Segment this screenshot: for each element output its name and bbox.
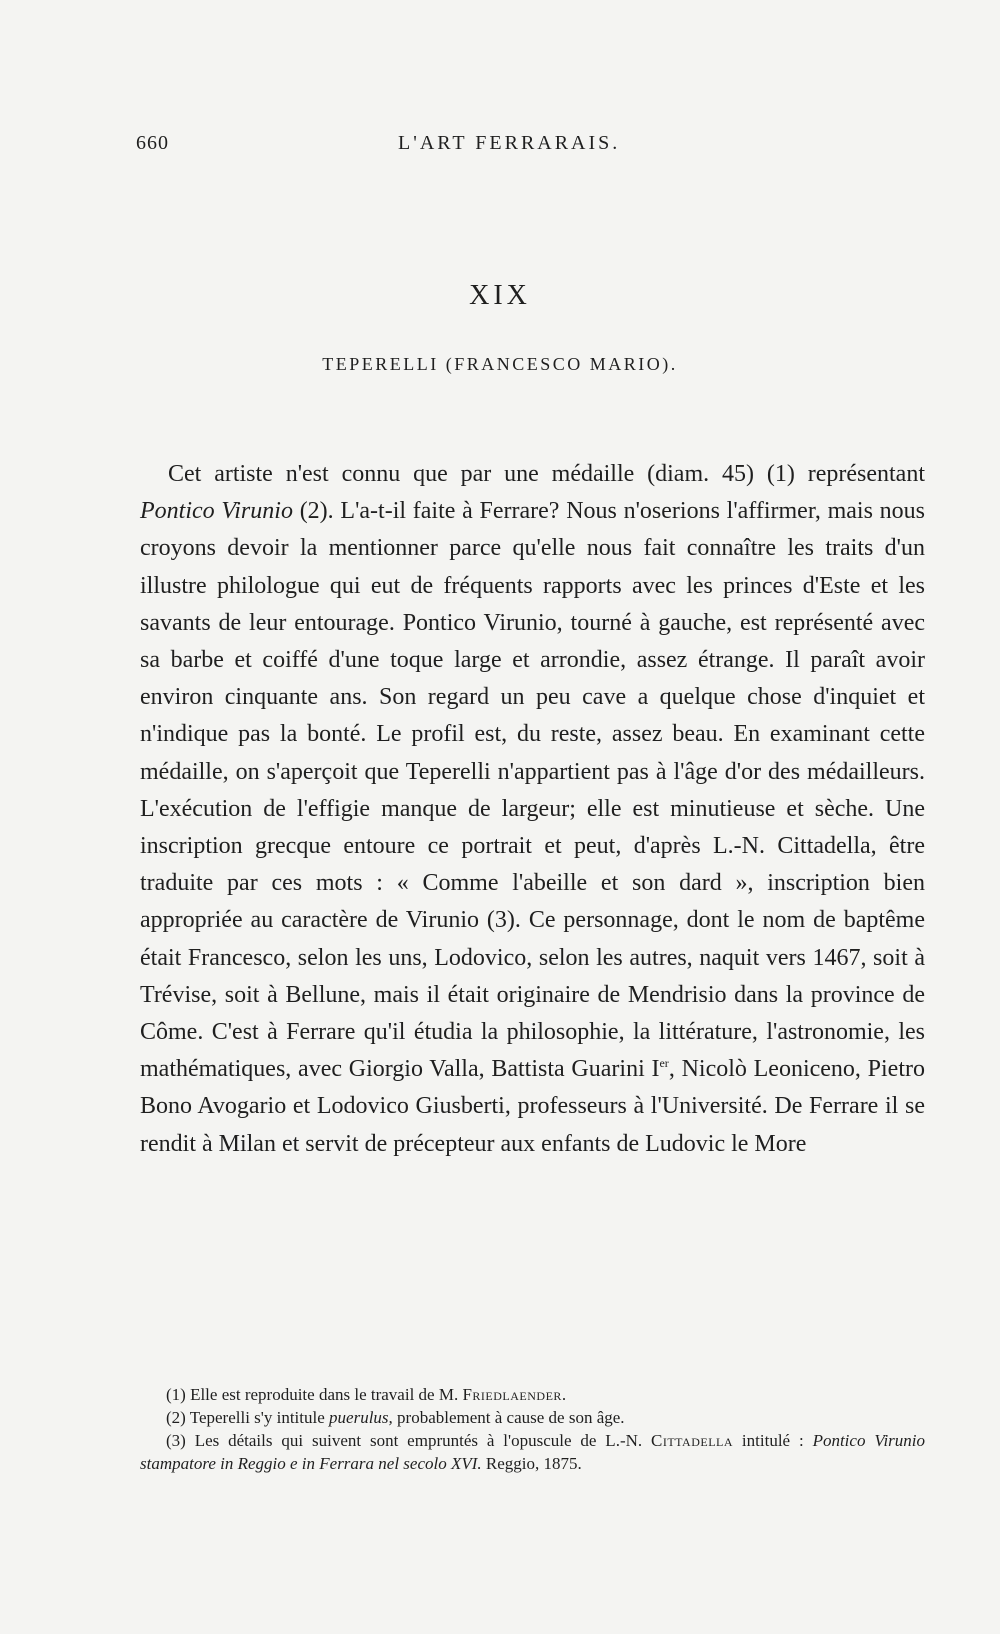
chapter-title: TEPERELLI (FRANCESCO MARIO). [322,354,678,374]
footnote-2 [140,1406,925,1429]
footnotes [140,1383,925,1475]
running-title: L'ART FERRARAIS. [398,132,621,154]
page-number: 660 [136,132,169,154]
footnote-author-name: Friedlaender [462,1385,562,1404]
body-text-segment: Cet artiste n'est connu que par une médaille (diam. 45) (1) représentant [168,461,925,487]
body-text [140,456,925,1163]
footnote-text: (2) Teperelli s'y intitule [166,1408,330,1427]
footnote-author-name: Cittadella [651,1431,734,1450]
chapter-number: XIX [469,280,531,311]
footnote-text: . [561,1385,567,1404]
page-header [136,132,926,164]
footnote-3 [140,1429,925,1475]
footnote-text: probablement à cause de son âge. [392,1408,625,1427]
footnote-italic: puerulus, [329,1408,393,1427]
footnote-text: Reggio, 1875. [481,1454,582,1473]
body-text-segment: , Nicolò Leoniceno, Pietro Bono Avogario et Lodovico Giusberti, professeurs à l'Université. De Ferrare il se rendit à Milan et servit de précepteur aux enfants de Ludovic le More [140,1056,925,1157]
footnote-text: (3) Les détails qui suivent sont empruntés à l'opuscule de L.-N. [166,1431,652,1450]
body-text-segment: (2). L'a-t-il faite à Ferrare? Nous n'oserions l'affirmer, mais nous croyons devoir la mentionner parce qu'elle nous fait connaître les traits d'un illustre philologue qui eut de fréquents rapports avec les princes d'Este et les savants de leur entourage. Pontico Virunio, tourné à gauche, est représenté avec sa barbe et coiffé d'une toque large et arrondie, assez étrange. Il paraît avoir environ cinquante ans. Son regard un peu cave a quelque chose d'inquiet et n'indique pas la bonté. Le profil est, du reste, assez beau. En examinant cette médaille, on s'aperçoit que Teperelli n'appartient pas à l'âge d'or des médailleurs. L'exécution de l'effigie manque de largeur; elle est minutieuse et sèche. Une inscription grecque entoure ce portrait et peut, d'après L.-N. Cittadella, être traduite par ces mots : « Comme l'abeille et son dard », inscription bien appropriée au caractère de Virunio (3). Ce personnage, dont le nom de baptême était Francesco, selon les uns, Lodovico, selon les autres, naquit vers 1467, soit à Trévise, soit à Bellune, mais il était originaire de Mendrisio dans la province de Côme. C'est à Ferrare qu'il étudia la philosophie, la littérature, l'astronomie, les mathématiques, avec Giorgio Valla, Battista Guarini I [140,498,926,1083]
body-paragraph [140,456,925,1163]
footnote-book-title: Pontico Virunio stampatore in Reggio e in Ferrara nel secolo XVI. [140,1431,926,1473]
footnote-text: (1) Elle est reproduite dans le travail de M. [166,1385,463,1404]
body-italic-name: Pontico Virunio [140,498,293,525]
body-superscript: er [659,1056,669,1071]
footnote-text: intitulé : [733,1431,813,1450]
footnote-1 [140,1383,925,1406]
